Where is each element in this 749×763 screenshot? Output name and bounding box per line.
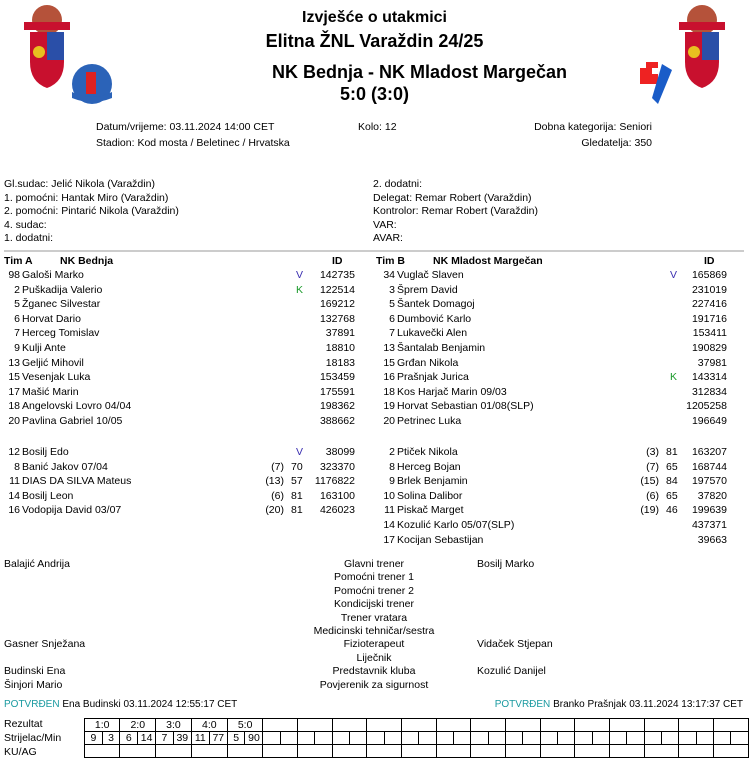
player-row	[375, 370, 735, 384]
goal-minute-cell	[627, 732, 644, 745]
player-row	[0, 341, 360, 355]
player-id: 143314	[691, 371, 727, 384]
player-row	[375, 474, 735, 488]
player-name: Dumbović Karlo	[397, 312, 472, 325]
official-entry: 2. dodatni:	[373, 178, 423, 190]
staff-role: Kondicijski trener	[334, 598, 414, 611]
team-a-id-header: ID	[332, 255, 343, 267]
ku-ag-cell	[227, 745, 263, 758]
player-number: 17	[8, 385, 20, 398]
player-row	[375, 489, 735, 503]
scorer-number-cell	[610, 732, 627, 745]
goalkeeper-badge: K	[296, 283, 304, 296]
substituted-player-number: (13)	[265, 475, 284, 488]
official-entry: 1. dodatni:	[4, 232, 54, 244]
team-b-staff-name: Bosilj Marko	[477, 558, 535, 570]
player-name: Horvat Dario	[22, 312, 81, 325]
result-cell: 1:0	[85, 719, 120, 732]
player-row	[375, 341, 735, 355]
goalkeeper-badge: K	[670, 371, 678, 384]
player-name: Herceg Bojan	[397, 460, 461, 473]
player-row	[375, 445, 735, 459]
official-entry: VAR:	[373, 218, 397, 231]
player-id: 122514	[319, 283, 355, 296]
goal-minute-cell: 14	[138, 732, 156, 745]
team-b-staff-name: Kozulić Danijel	[477, 665, 546, 678]
player-row	[375, 356, 735, 370]
goal-minute-cell	[350, 732, 367, 745]
player-name: Angelovski Lovro 04/04	[22, 400, 132, 413]
goal-minute-cell	[454, 732, 471, 745]
player-row	[0, 326, 360, 340]
result-cell	[332, 719, 367, 732]
official-entry: 4. sudac:	[4, 218, 47, 231]
player-name: Piskač Marget	[397, 504, 464, 517]
scorer-number-cell	[332, 732, 349, 745]
player-number: 6	[389, 312, 395, 325]
player-row	[0, 399, 360, 413]
player-name: Pavlina Gabriel 10/05	[22, 415, 123, 427]
attendance: Gledatelja: 350	[581, 137, 652, 149]
goal-minute-cell	[523, 732, 540, 745]
player-name: Herceg Tomislav	[22, 327, 100, 340]
player-row	[0, 445, 360, 459]
player-row	[375, 326, 735, 340]
player-name: Ptiček Nikola	[397, 446, 458, 458]
player-id: 1176822	[314, 475, 355, 488]
scorer-number-cell: 9	[85, 732, 103, 745]
ku-ag-cell	[332, 745, 367, 758]
goal-minute-cell	[419, 732, 436, 745]
player-row	[375, 414, 735, 428]
ku-ag-cell	[85, 745, 120, 758]
goal-minute-cell: 90	[245, 732, 263, 745]
team-b-id-header: ID	[704, 255, 715, 267]
player-row	[0, 268, 360, 282]
scorer-number-cell	[714, 732, 731, 745]
player-name: Puškadija Valerio	[22, 283, 103, 296]
ku-ag-cell	[679, 745, 714, 758]
player-number: 16	[8, 504, 20, 517]
substitution-minute: 70	[291, 460, 303, 473]
player-number: 11	[9, 475, 20, 488]
substitution-minute: 81	[291, 504, 303, 517]
ku-ag-cell	[436, 745, 471, 758]
confirmed-by: Branko Prašnjak 03.11.2024 13:17:37 CET	[553, 699, 743, 710]
team-b-staff-name: Vidaček Stjepan	[477, 638, 553, 651]
result-cell	[263, 719, 298, 732]
official-entry: Kontrolor: Remar Robert (Varaždin)	[373, 205, 538, 217]
player-name: Šantalab Benjamin	[397, 342, 486, 354]
scorer-number-cell	[644, 732, 661, 745]
team-a-staff-name: Budinski Ena	[4, 665, 66, 678]
match-datetime: Datum/vrijeme: 03.11.2024 14:00 CET	[96, 121, 275, 133]
substituted-player-number: (19)	[640, 504, 659, 517]
staff-role: Predstavnik kluba	[332, 665, 416, 678]
player-row	[375, 460, 735, 474]
player-row	[0, 385, 360, 399]
player-row	[375, 385, 735, 399]
player-id: 1205258	[686, 400, 727, 413]
player-number: 5	[14, 298, 20, 311]
team-b-name: NK Mladost Margečan	[433, 255, 543, 267]
player-name: Kocijan Sebastijan	[397, 533, 484, 546]
goal-minute-cell	[558, 732, 575, 745]
substituted-player-number: (6)	[271, 489, 284, 502]
player-number: 34	[383, 269, 395, 281]
player-number: 19	[383, 400, 395, 413]
scorer-number-cell	[506, 732, 523, 745]
substituted-player-number: (20)	[265, 504, 284, 517]
player-number: 3	[389, 283, 395, 296]
player-id: 198362	[319, 400, 355, 413]
substitution-minute: 81	[666, 446, 678, 458]
player-name: Geljić Mihovil	[22, 356, 84, 369]
ku-ag-cell	[471, 745, 506, 758]
player-number: 8	[389, 460, 395, 473]
player-id: 153459	[319, 371, 355, 384]
official-entry: Delegat: Remar Robert (Varaždin)	[373, 191, 532, 204]
match-title: NK Bednja - NK Mladost Margečan	[272, 62, 568, 82]
goal-minute-cell	[696, 732, 713, 745]
player-row	[375, 399, 735, 413]
goal-minute-cell	[592, 732, 609, 745]
goal-minute-cell	[662, 732, 679, 745]
player-number: 12	[8, 446, 20, 458]
ku-ag-cell	[506, 745, 541, 758]
scorer-row-label: Strijelac/Min	[4, 732, 62, 744]
result-cell	[506, 719, 541, 732]
captain-badge: V	[670, 269, 678, 281]
substituted-player-number: (6)	[646, 489, 659, 502]
result-cell	[402, 719, 437, 732]
player-name: Brlek Benjamin	[397, 475, 468, 488]
result-cell: 5:0	[227, 719, 263, 732]
player-row	[0, 283, 360, 297]
player-number: 6	[14, 312, 20, 325]
player-row	[375, 503, 735, 517]
player-number: 7	[389, 327, 395, 340]
player-row	[375, 518, 735, 532]
player-id: 37820	[697, 489, 727, 502]
team-b-label: Tim B	[376, 255, 405, 267]
scorer-number-cell	[679, 732, 696, 745]
match-stadium: Stadion: Kod mosta / Beletinec / Hrvatska	[96, 137, 290, 149]
confirmation-team-a	[4, 699, 237, 710]
player-name: Petrinec Luka	[397, 415, 462, 427]
player-number: 18	[383, 385, 395, 398]
player-id: 37891	[325, 327, 355, 340]
captain-badge: V	[296, 269, 304, 281]
ku-ag-cell	[610, 745, 645, 758]
goal-minute-cell: 77	[209, 732, 227, 745]
player-number: 15	[8, 371, 20, 384]
player-name: Šantek Domagoj	[397, 298, 475, 311]
player-id: 196649	[691, 415, 727, 427]
player-id: 39663	[697, 533, 727, 546]
confirmed-by: Ena Budinski 03.11.2024 12:55:17 CET	[62, 699, 238, 710]
scorer-number-cell	[263, 732, 280, 745]
player-id: 132768	[319, 312, 355, 325]
goal-minute-cell	[488, 732, 505, 745]
player-name: Vodopija David 03/07	[22, 504, 122, 517]
player-row	[375, 297, 735, 311]
scorer-number-cell: 11	[191, 732, 209, 745]
player-row	[0, 312, 360, 326]
player-id: 231019	[691, 283, 727, 296]
report-title: Izvješće o utakmici	[302, 9, 447, 26]
result-cell	[367, 719, 402, 732]
captain-badge: V	[296, 446, 304, 458]
player-number: 9	[14, 342, 20, 354]
substitution-minute: 81	[291, 489, 303, 502]
divider	[4, 250, 744, 252]
ku-ag-cell	[156, 745, 192, 758]
player-number: 14	[8, 489, 20, 502]
player-number: 13	[8, 356, 20, 369]
player-id: 37981	[697, 356, 727, 369]
player-name: Kozulić Karlo 05/07(SLP)	[397, 519, 515, 531]
scorer-number-cell: 5	[227, 732, 245, 745]
player-number: 14	[383, 519, 395, 531]
player-name: Kulji Ante	[22, 342, 66, 354]
player-number: 11	[384, 504, 395, 517]
ku-ag-cell	[540, 745, 575, 758]
scorer-number-cell	[436, 732, 453, 745]
result-row-label: Rezultat	[4, 718, 43, 730]
staff-role: Medicinski tehničar/sestra	[313, 625, 435, 637]
substitution-minute: 65	[666, 489, 678, 502]
team-a-name: NK Bednja	[60, 255, 114, 267]
player-id: 199639	[691, 504, 727, 517]
confirmed-label: POTVRĐEN	[494, 699, 551, 710]
player-id: 169212	[319, 298, 355, 311]
substituted-player-number: (7)	[271, 460, 284, 473]
team-a-staff-name: Balajić Andrija	[4, 558, 70, 570]
player-name: Kos Harjač Marin 09/03	[397, 385, 507, 398]
result-cell: 3:0	[156, 719, 192, 732]
player-id: 18183	[325, 356, 355, 369]
player-name: DIAS DA SILVA Mateus	[22, 475, 132, 488]
player-name: Bosilj Leon	[22, 489, 74, 502]
confirmed-label: POTVRĐEN	[4, 699, 60, 710]
staff-role: Liječnik	[356, 651, 392, 664]
ku-ag-cell	[191, 745, 227, 758]
player-row	[375, 283, 735, 297]
player-id: 163100	[319, 489, 355, 502]
goal-minute-cell	[731, 732, 749, 745]
player-id: 426023	[319, 504, 355, 517]
goal-minute-cell: 3	[102, 732, 120, 745]
player-number: 7	[14, 327, 20, 340]
result-cell	[540, 719, 575, 732]
substituted-player-number: (15)	[640, 475, 659, 488]
player-number: 2	[14, 283, 20, 296]
nk-mladost-margecan-logo	[638, 60, 674, 146]
official-entry: 2. pomoćni: Pintarić Nikola (Varaždin)	[4, 205, 179, 217]
substitution-minute: 57	[291, 475, 303, 488]
player-number: 17	[383, 533, 395, 546]
scorer-number-cell	[471, 732, 488, 745]
staff-role: Pomoćni trener 2	[334, 584, 414, 597]
player-row	[375, 533, 735, 547]
goal-minute-cell	[280, 732, 297, 745]
player-number: 2	[389, 446, 395, 458]
player-name: Horvat Sebastian 01/08(SLP)	[397, 400, 534, 413]
player-number: 13	[383, 342, 395, 354]
result-cell	[298, 719, 333, 732]
competition-title: Elitna ŽNL Varaždin 24/25	[265, 31, 484, 51]
player-id: 168744	[691, 460, 727, 473]
player-number: 15	[383, 356, 395, 369]
player-id: 388662	[319, 415, 355, 427]
player-row	[0, 503, 360, 517]
player-row	[375, 268, 735, 282]
player-number: 18	[8, 400, 20, 413]
substituted-player-number: (3)	[646, 446, 659, 458]
substituted-player-number: (7)	[646, 460, 659, 473]
ku-ag-cell	[263, 745, 298, 758]
player-row	[0, 460, 360, 474]
result-cell: 4:0	[191, 719, 227, 732]
scorer-number-cell	[367, 732, 384, 745]
player-number: 5	[389, 298, 395, 311]
team-a-staff-name: Gasner Snježana	[4, 638, 86, 651]
ku-ag-cell	[367, 745, 402, 758]
ku-ag-cell	[714, 745, 749, 758]
player-id: 227416	[691, 298, 727, 311]
player-id: 197570	[691, 475, 727, 488]
player-name: Vesenjak Luka	[22, 371, 91, 384]
scorer-number-cell: 6	[120, 732, 138, 745]
ku-ag-row-label: KU/AG	[4, 746, 37, 758]
player-id: 38099	[325, 446, 355, 458]
ku-ag-cell	[298, 745, 333, 758]
scorer-number-cell: 7	[156, 732, 174, 745]
staff-role: Glavni trener	[343, 558, 405, 570]
staff-role: Povjerenik za sigurnost	[319, 678, 429, 691]
player-name: Šprem David	[397, 283, 458, 296]
goal-minute-cell	[384, 732, 401, 745]
player-name: Solina Dalibor	[397, 489, 463, 502]
player-name: Grđan Nikola	[397, 356, 459, 369]
result-cell: 2:0	[120, 719, 156, 732]
staff-role: Pomoćni trener 1	[334, 571, 414, 584]
ku-ag-cell	[575, 745, 610, 758]
staff-role: Fizioterapeut	[343, 638, 405, 651]
player-number: 10	[383, 489, 395, 502]
player-number: 20	[8, 415, 20, 427]
ku-ag-cell	[402, 745, 437, 758]
player-row	[0, 370, 360, 384]
player-id: 312834	[691, 385, 727, 398]
scorer-number-cell	[298, 732, 315, 745]
match-round: Kolo: 12	[358, 121, 397, 133]
player-id: 142735	[319, 269, 355, 281]
goal-minute-cell: 39	[173, 732, 191, 745]
goal-minute-cell	[315, 732, 332, 745]
result-cell	[714, 719, 749, 732]
goals-grid	[84, 718, 749, 758]
player-name: Galoši Marko	[22, 269, 84, 281]
player-id: 18810	[325, 342, 355, 354]
player-row	[0, 489, 360, 503]
scorer-number-cell	[402, 732, 419, 745]
player-name: Vuglač Slaven	[397, 269, 464, 281]
age-category: Dobna kategorija: Seniori	[534, 121, 652, 133]
staff-role: Trener vratara	[340, 611, 408, 624]
player-name: Lukavečki Alen	[397, 327, 468, 340]
ku-ag-cell	[644, 745, 679, 758]
substitution-minute: 84	[666, 475, 678, 488]
player-name: Prašnjak Jurica	[397, 371, 469, 384]
player-id: 163207	[691, 446, 727, 458]
result-cell	[644, 719, 679, 732]
player-id: 191716	[691, 312, 727, 325]
team-a-label: Tim A	[4, 255, 33, 267]
player-id: 153411	[692, 327, 727, 340]
substitution-minute: 46	[666, 504, 678, 517]
player-number: 16	[383, 371, 395, 384]
player-number: 20	[383, 415, 395, 427]
player-name: Žganec Silvestar	[22, 298, 101, 311]
player-row	[0, 474, 360, 488]
player-number: 98	[8, 269, 20, 281]
player-row	[0, 297, 360, 311]
player-name: Banić Jakov 07/04	[22, 460, 108, 473]
player-name: Bosilj Edo	[22, 446, 69, 458]
player-id: 175591	[319, 385, 355, 398]
nk-bednja-logo	[70, 62, 114, 148]
scorer-number-cell	[575, 732, 592, 745]
result-cell	[610, 719, 645, 732]
player-id: 437371	[691, 519, 727, 531]
result-cell	[471, 719, 506, 732]
player-id: 190829	[691, 342, 727, 354]
player-row	[375, 312, 735, 326]
team-a-staff-name: Šinjori Mario	[4, 678, 63, 691]
result-cell	[575, 719, 610, 732]
player-row	[0, 414, 360, 428]
ku-ag-cell	[120, 745, 156, 758]
player-id: 323370	[319, 460, 355, 473]
scorer-number-cell	[540, 732, 557, 745]
player-id: 165869	[691, 269, 727, 281]
result-cell	[436, 719, 471, 732]
substitution-minute: 65	[666, 460, 678, 473]
player-row	[0, 356, 360, 370]
confirmation-team-b	[495, 699, 743, 710]
official-entry: Gl.sudac: Jelić Nikola (Varaždin)	[4, 178, 155, 190]
result-cell	[679, 719, 714, 732]
match-score: 5:0 (3:0)	[340, 84, 410, 104]
player-name: Mašić Marin	[22, 385, 79, 398]
official-entry: AVAR:	[373, 232, 403, 244]
official-entry: 1. pomoćni: Hantak Miro (Varaždin)	[4, 191, 169, 204]
player-number: 8	[14, 460, 20, 473]
player-number: 9	[389, 475, 395, 488]
